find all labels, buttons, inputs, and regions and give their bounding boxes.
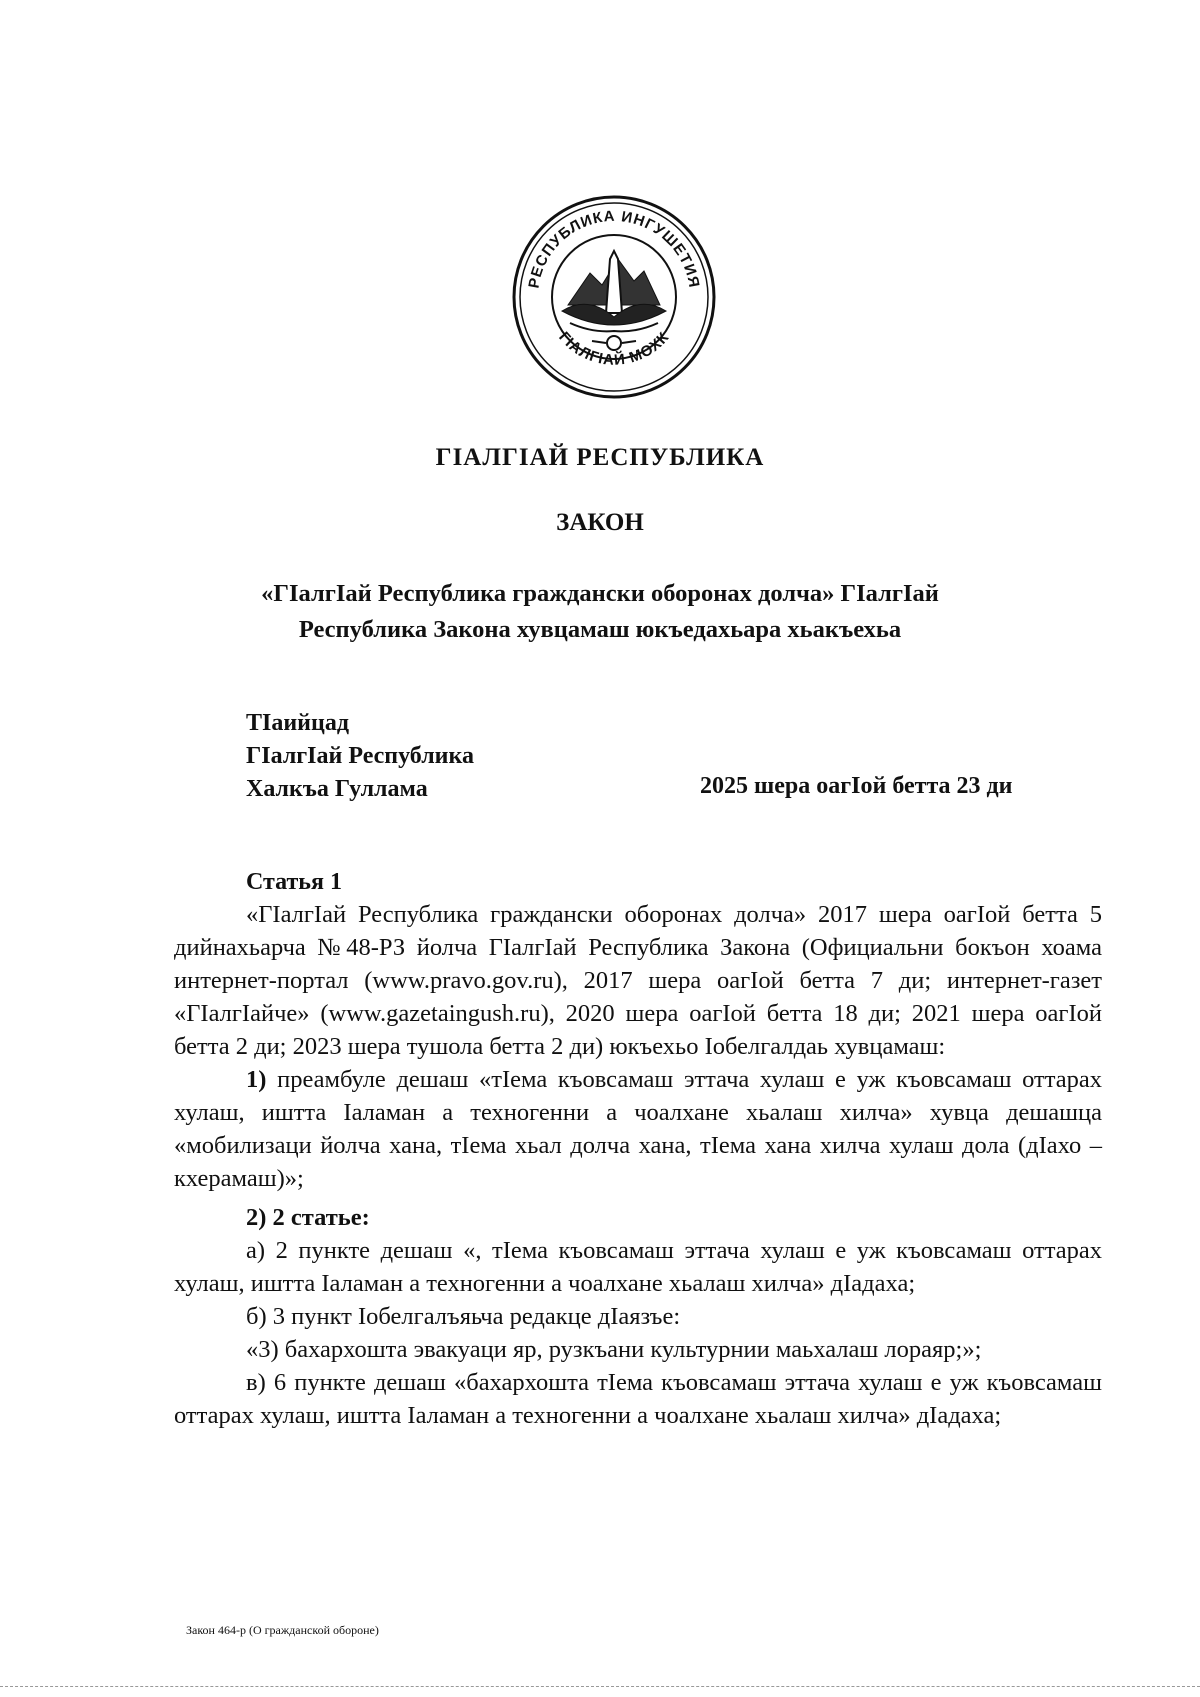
- item-1: [174, 1063, 1102, 1195]
- seal-bottom-text: ГIАЛГIАЙ МОХК: [555, 328, 673, 369]
- subitem-b: б) 3 пункт Iобелгалъяьча редакце дIаязъе:: [246, 1303, 681, 1330]
- svg-text:ГIАЛГIАЙ МОХК: [555, 329, 673, 369]
- republic-seal: [510, 193, 718, 401]
- article-heading: Статья 1: [246, 869, 342, 895]
- adoption-date: 2025 шера оагIой бетта 23 ди: [700, 773, 1013, 799]
- law-title: [0, 576, 1200, 648]
- item-1-number: 1): [246, 1066, 267, 1093]
- article-body: [174, 898, 1102, 1432]
- page-footer: Закон 464-р (О гражданской обороне): [186, 1623, 379, 1637]
- item-2: 2) 2 статье:: [246, 1204, 370, 1231]
- republic-heading: ГIАЛГIАЙ РЕСПУБЛИКА: [435, 444, 765, 471]
- scan-edge-divider: [0, 1686, 1200, 1687]
- adopted-line-1: ТIаийцад: [246, 710, 349, 736]
- subitem-v: в) 6 пункте дешаш «бахархошта тIема къовсамаш эттача хулаш е уж къовсамаш оттарах хулаш, иштта Iаламан а техногенни а чоалхане хьалаш хилча» дIадаха;: [174, 1369, 1102, 1429]
- article-intro: «ГIалгIай Республика граждански оборонах долча» 2017 шера оагIой бетта 5 дийнахьарча №48-РЗ йолча ГIалгIай Республика Закона (Официальни бокъон хоама интернет-портал (www.pravo.gov.ru), 2017 шера оагIой бетта 7 ди; интернет-газет «ГIалгIайче» (www.gazetaingush.ru), 2020 шера оагIой бетта 18 ди; 2021 шера оагIой бетта 2 ди; 2023 шера тушола бетта 2 ди) юкъехьо Iобелгалдаь хувцамаш:: [174, 901, 1102, 1060]
- document-type: ЗАКОН: [556, 509, 644, 536]
- subitem-b-quote: «3) бахархошта эвакуаци яр, рузкъани культурнии маьхалаш лораяр;»;: [246, 1336, 982, 1363]
- subitem-a: а) 2 пункте дешаш «, тIема къовсамаш эттача хулаш е уж къовсамаш оттарах хулаш, иштта Iаламан а техногенни а чоалхане хьалаш хилча» дIадаха;: [174, 1237, 1102, 1297]
- item-1-text: преамбуле дешаш «тIема къовсамаш эттача хулаш е уж къовсамаш оттарах хулаш, иштта Iаламан а техногенни а чоалхане хьалаш хилча» хувца дешашца «мобилизаци йолча хана, тIема хьал долча хана, тIема хана хилча хулаш дола (дIахо – кхерамаш)»;: [174, 1066, 1102, 1192]
- adopted-line-2: ГIалгIай Республика: [246, 743, 474, 769]
- law-title-line-1: «ГIалгIай Республика граждански оборонах долча» ГIалгIай: [261, 580, 939, 607]
- seal-top-text: РЕСПУБЛИКА ИНГУШЕТИЯ: [525, 207, 703, 290]
- adopted-by: [246, 707, 474, 806]
- law-title-line-2: Республика Закона хувцамаш юкъедахьара хьакъехьа: [298, 616, 902, 643]
- adopted-line-3: Халкъа Гуллама: [246, 776, 428, 802]
- emblem-icon: [562, 251, 666, 350]
